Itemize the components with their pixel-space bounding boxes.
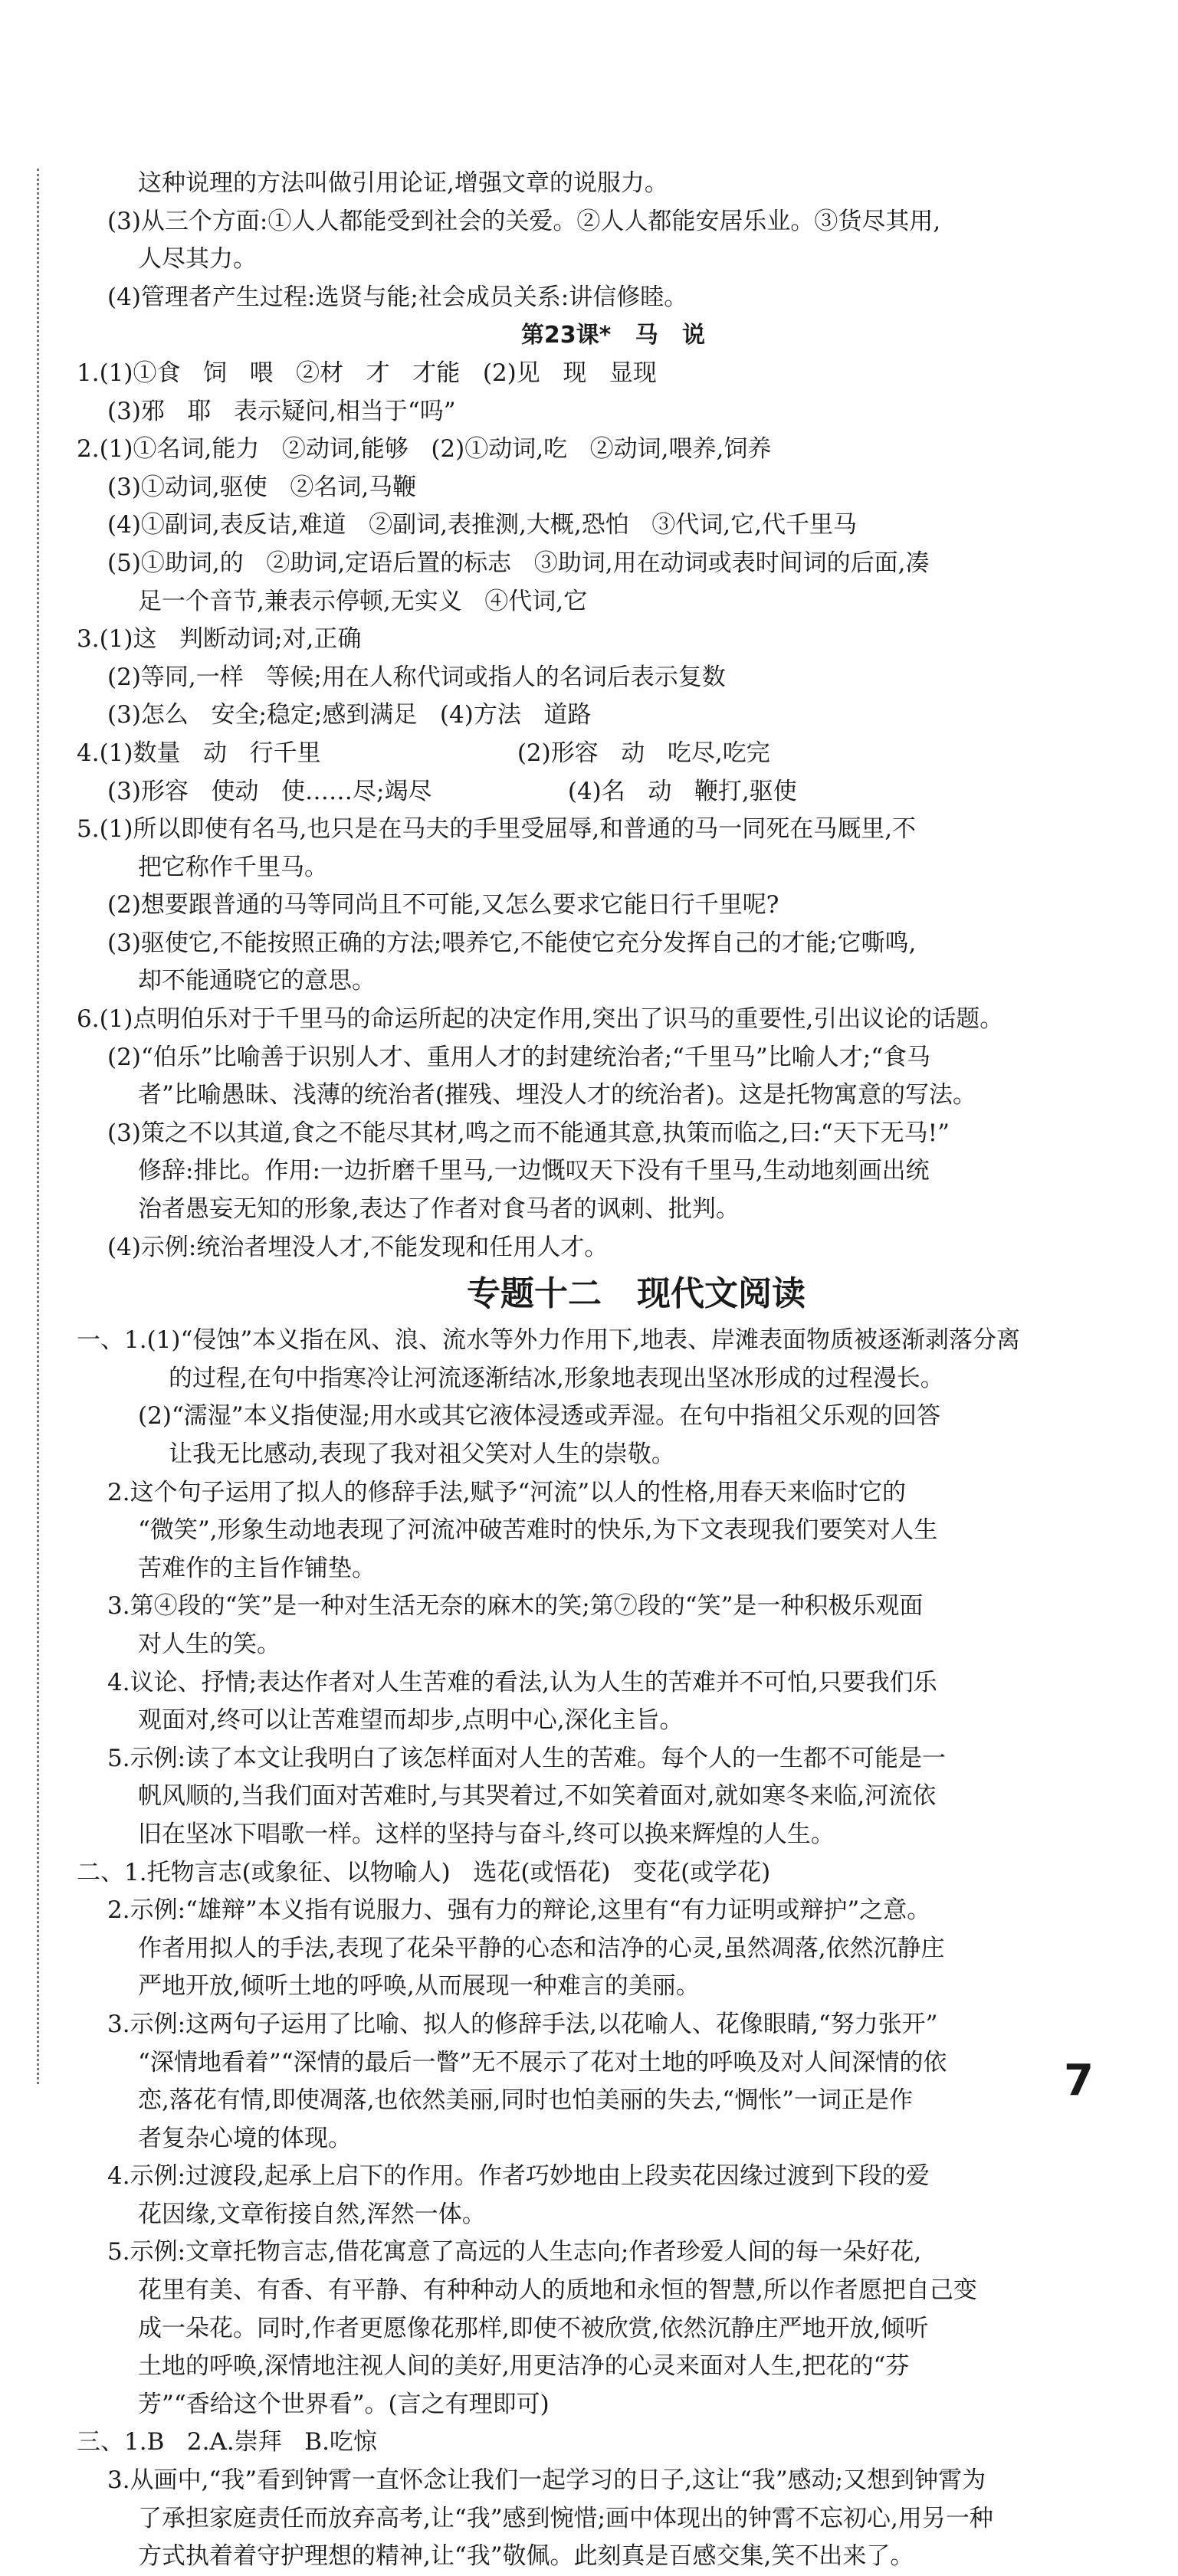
answer-line: 4.示例:过渡段,起承上启下的作用。作者巧妙地由上段卖花因缘过渡到下段的爱 <box>107 2162 930 2191</box>
answer-line: (5)①助词,的 ②助词,定语后置的标志 ③助词,用在动词或表时间词的后面,凑 <box>107 549 930 577</box>
lesson-heading: 第23课* 马 说 <box>520 322 706 349</box>
page-number: 7 <box>1064 2056 1094 2106</box>
answer-line: (4)管理者产生过程:选贤与能;社会成员关系:讲信修睦。 <box>107 283 688 311</box>
answer-line: (4)①副词,表反诘,难道 ②副词,表推测,大概,恐怕 ③代词,它,代千里马 <box>107 511 858 539</box>
answer-line: (3)策之不以其道,食之不能尽其材,鸣之而不能通其意,执策而临之,曰:“天下无马!” <box>107 1119 950 1147</box>
answer-line: (3)怎么 安全;稳定;感到满足 (4)方法 道路 <box>107 701 592 729</box>
answer-line: 一、1.(1)“侵蚀”本义指在风、浪、流水等外力作用下,地表、岸滩表面物质被逐渐剥落分离 <box>77 1326 1021 1355</box>
answer-line: 4.(1)数量 动 行千里 (2)形容 动 吃尽,吃完 <box>77 739 770 767</box>
answer-line: 5.(1)所以即使有名马,也只是在马夫的手里受屈辱,和普通的马一同死在马厩里,不 <box>77 815 917 844</box>
answer-line: (3)①动词,驱使 ②名词,马鞭 <box>107 473 417 501</box>
answer-line: (3)形容 使动 使……尽;竭尽 (4)名 动 鞭打,驱使 <box>107 777 797 805</box>
answer-line: 3.示例:这两句子运用了比喻、拟人的修辞手法,以花喻人、花像眼睛,“努力张开” <box>107 2010 938 2038</box>
answer-line: (2)“伯乐”比喻善于识别人才、重用人才的封建统治者;“千里马”比喻人才;“食马 <box>107 1043 931 1071</box>
answer-line: 足一个音节,兼表示停顿,无实义 ④代词,它 <box>138 587 588 615</box>
answer-line: 恋,落花有情,即使凋落,也依然美丽,同时也怕美丽的失去,“惆怅”一词正是作 <box>138 2086 913 2115</box>
answer-line: 土地的呼唤,深情地注视人间的美好,用更洁净的心灵来面对人生,把花的“芬 <box>138 2352 910 2381</box>
answer-line: 观面对,终可以让苦难望而却步,点明中心,深化主旨。 <box>138 1706 684 1735</box>
answer-line: 却不能通晓它的意思。 <box>138 967 376 995</box>
answer-line: 的过程,在句中指寒冷让河流逐渐结冰,形象地表现出坚冰形成的过程漫长。 <box>169 1364 944 1392</box>
answer-line: 二、1.托物言志(或象征、以物喻人) 选花(或悟花) 变花(或学花) <box>77 1858 771 1886</box>
answer-line: 2.(1)①名词,能力 ②动词,能够 (2)①动词,吃 ②动词,喂养,饲养 <box>77 435 772 464</box>
answer-line: 5.示例:读了本文让我明白了该怎样面对人生的苦难。每个人的一生都不可能是一 <box>107 1744 947 1772</box>
answer-line: 2.示例:“雄辩”本义指有说服力、强有力的辩论,这里有“有力证明或辩护”之意。 <box>107 1896 931 1925</box>
section-title: 专题十二 现代文阅读 <box>467 1274 806 1314</box>
answer-line: 5.示例:文章托物言志,借花寓意了高远的人生志向;作者珍爱人间的每一朵好花, <box>107 2238 922 2266</box>
answer-line: “微笑”,形象生动地表现了河流冲破苦难时的快乐,为下文表现我们要笑对人生 <box>138 1516 938 1545</box>
answer-line: (4)示例:统治者埋没人才,不能发现和任用人才。 <box>107 1233 609 1261</box>
answer-line: 花里有美、有香、有平静、有种种动人的质地和永恒的智慧,所以作者愿把自己变 <box>138 2276 977 2305</box>
binding-margin-dotted-line <box>37 169 39 2084</box>
answer-line: 3.从画中,“我”看到钟霄一直怀念让我们一起学习的日子,这让“我”感动;又想到钟霄为 <box>107 2466 986 2495</box>
answer-line: 作者用拟人的手法,表现了花朵平静的心态和洁净的心灵,虽然凋落,依然沉静庄 <box>138 1934 945 1962</box>
answer-line: “深情地看着”“深情的最后一瞥”无不展示了花对土地的呼唤及对人间深情的依 <box>138 2048 947 2076</box>
answer-line: 成一朵花。同时,作者更愿像花那样,即使不被欣赏,依然沉静庄严地开放,倾听 <box>138 2314 929 2342</box>
answer-line: 4.议论、抒情;表达作者对人生苦难的看法,认为人生的苦难并不可怕,只要我们乐 <box>107 1668 937 1696</box>
answer-line: (3)从三个方面:①人人都能受到社会的关爱。②人人都能安居乐业。③货尽其用, <box>107 207 941 235</box>
answer-line: 3.(1)这 判断动词;对,正确 <box>77 625 362 654</box>
answer-line: 花因缘,文章衔接自然,浑然一体。 <box>138 2200 486 2228</box>
answer-line: (2)想要跟普通的马等同尚且不可能,又怎么要求它能日行千里呢? <box>107 891 779 919</box>
answer-line: 6.(1)点明伯乐对于千里马的命运所起的决定作用,突出了识马的重要性,引出议论的话题。 <box>77 1005 1004 1034</box>
answer-line: 苦难作的主旨作铺垫。 <box>138 1554 376 1582</box>
answer-content <box>77 165 1150 2576</box>
answer-line: 者”比喻愚昧、浅薄的统治者(摧残、埋没人才的统治者)。这是托物寓意的写法。 <box>138 1081 977 1109</box>
answer-line: 对人生的笑。 <box>138 1630 281 1658</box>
answer-line: 修辞:排比。作用:一边折磨千里马,一边慨叹天下没有千里马,生动地刻画出统 <box>138 1157 930 1185</box>
answer-line: 2.这个句子运用了拟人的修辞手法,赋予“河流”以人的性格,用春天来临时它的 <box>107 1478 906 1506</box>
answer-line: 严地开放,倾听土地的呼唤,从而展现一种难言的美丽。 <box>138 1972 700 2001</box>
answer-line: 把它称作千里马。 <box>138 853 328 881</box>
answer-line: 1.(1)①食 饲 喂 ②材 才 才能 (2)见 现 显现 <box>77 359 657 387</box>
answer-line: 旧在坚冰下唱歌一样。这样的坚持与奋斗,终可以换来辉煌的人生。 <box>138 1820 835 1848</box>
answer-line: 了承担家庭责任而放弃高考,让“我”感到惋惜;画中体现出的钟霄不忘初心,用另一种 <box>138 2504 993 2532</box>
answer-line: 这种说理的方法叫做引用论证,增强文章的说服力。 <box>138 169 668 197</box>
answer-line: 3.第④段的“笑”是一种对生活无奈的麻木的笑;第⑦段的“笑”是一种积极乐观面 <box>107 1592 924 1621</box>
answer-line: (3)邪 耶 表示疑问,相当于“吗” <box>107 397 456 425</box>
answer-line: 帆风顺的,当我们面对苦难时,与其哭着过,不如笑着面对,就如寒冬来临,河流依 <box>138 1782 937 1811</box>
answer-line: 方式执着着守护理想的精神,让“我”敬佩。此刻真是百感交集,笑不出来了。 <box>138 2542 914 2571</box>
answer-line: 者复杂心境的体现。 <box>138 2124 352 2152</box>
answer-line: (2)“濡湿”本义指使湿;用水或其它液体浸透或弄湿。在句中指祖父乐观的回答 <box>138 1402 941 1431</box>
answer-line: (2)等同,一样 等候;用在人称代词或指人的名词后表示复数 <box>107 663 726 691</box>
answer-line: 治者愚妄无知的形象,表达了作者对食马者的讽刺、批判。 <box>138 1195 740 1224</box>
answer-line: 人尽其力。 <box>138 245 257 274</box>
answer-line: (3)驱使它,不能按照正确的方法;喂养它,不能使它充分发挥自己的才能;它嘶鸣, <box>107 929 917 957</box>
answer-line: 芳”“香给这个世界看”。(言之有理即可) <box>138 2390 550 2418</box>
answer-line: 三、1.B 2.A.崇拜 B.吃惊 <box>77 2428 377 2456</box>
answer-line: 让我无比感动,表现了我对祖父笑对人生的崇敬。 <box>169 1440 675 1468</box>
